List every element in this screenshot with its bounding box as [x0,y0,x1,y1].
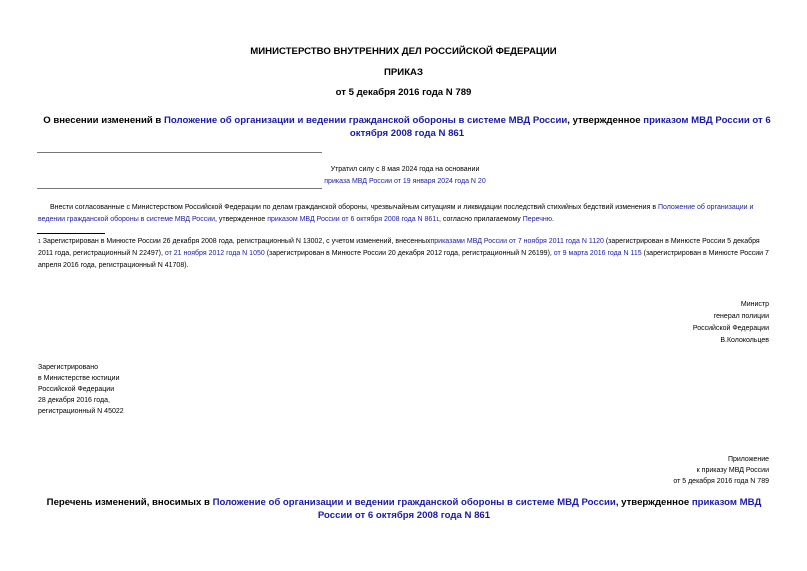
signature-block [569,299,769,347]
divider-bottom [37,188,322,189]
paragraph-regulation-link[interactable]: Положение об организации и ведении гражданской обороны в системе МВД России [38,204,754,223]
title-regulation-link[interactable]: Положение об организации и ведении гражданской обороны в системе МВД России [164,115,568,126]
appendix-block [569,454,769,487]
registration-line-1: Зарегистрировано [38,364,98,371]
footnote-text-4: (зарегистрирован в Минюсте России 7 апреля 2016 года, регистрационный N 41708). [38,250,769,269]
document-title [42,114,772,140]
title-middle: , утвержденное [567,115,644,126]
footnote-link-3[interactable]: от 9 марта 2016 года N 115 [553,250,642,257]
paragraph-text-3: , согласно прилагаемому [439,216,523,223]
paragraph-text-1: Внести согласованные с Министерством Российской Федерации по делам гражданской обороны, чрезвычайным ситуациям и ликвидации последствий стихийных бедствий изменения в [50,204,658,211]
list-title-prefix: Перечень изменений, вносимых в [46,497,213,508]
signature-country: Российской Федерации [692,325,769,332]
footnote-text-1: Зарегистрирован в Минюсте России 26 декабря 2008 года, регистрационный N 13002, с учетом изменений, внесенных [40,238,431,245]
registration-line-4: 28 декабря 2016 года, [38,397,110,404]
registration-line-2: в Министерстве юстиции [38,375,120,382]
main-paragraph [38,202,770,226]
footnote [38,236,770,272]
paragraph-text-4: . [552,216,554,223]
signature-rank: генерал полиции [713,313,769,320]
list-title-middle: , утвержденное [615,497,692,508]
title-order-link[interactable]: приказом МВД России от 6 октября 2008 года N 861 [349,115,771,139]
footnote-mark: 1 [436,217,440,223]
appendix-line-3: от 5 декабря 2016 года N 789 [673,478,769,485]
list-title-order-link[interactable]: приказом МВД России от 6 октября 2008 года N 861 [317,497,762,521]
appendix-line-1: Приложение [727,456,769,463]
footnote-link-2[interactable]: от 21 ноября 2012 года N 1050 [164,250,265,257]
title-prefix: О внесении изменений в [43,115,164,126]
footnote-divider [37,233,105,234]
expired-order-link[interactable]: приказа МВД России от 19 января 2024 года N 20 [324,178,486,185]
order-date: от 5 декабря 2016 года N 789 [335,87,472,98]
expired-notice [250,164,560,188]
registration-line-5: регистрационный N 45022 [38,408,124,415]
signature-position: Министр [740,301,769,308]
list-title-regulation-link[interactable]: Положение об организации и ведении гражданской обороны в системе МВД России [212,497,616,508]
footnote-link-1[interactable]: приказами МВД России от 7 ноября 2011 года N 1120 [430,238,604,245]
paragraph-order-link[interactable]: приказом МВД России от 6 октября 2008 года N 861 [267,216,437,223]
paragraph-list-link[interactable]: Перечню [522,216,553,223]
order-heading: ПРИКАЗ [384,67,423,78]
ministry-heading: МИНИСТЕРСТВО ВНУТРЕННИХ ДЕЛ РОССИЙСКОЙ ФЕДЕРАЦИИ [250,46,557,57]
registration-line-3: Российской Федерации [38,386,115,393]
footnote-number: 1 [38,239,41,245]
footnote-text-3: (зарегистрирован в Минюсте России 20 декабря 2012 года, регистрационный N 26199), [264,250,554,257]
signature-name: В.Колокольцев [720,337,769,344]
paragraph-text-2: , утвержденное [215,216,268,223]
registration-block [38,362,238,417]
list-title [42,496,766,522]
appendix-line-2: к приказу МВД России [696,467,769,474]
divider-top [37,152,322,153]
expired-text: Утратил силу с 8 мая 2024 года на основании [330,166,480,173]
footnote-text-2: (зарегистрирован в Минюсте России 5 декабря 2011 года, регистрационный N 22497), [38,238,760,257]
